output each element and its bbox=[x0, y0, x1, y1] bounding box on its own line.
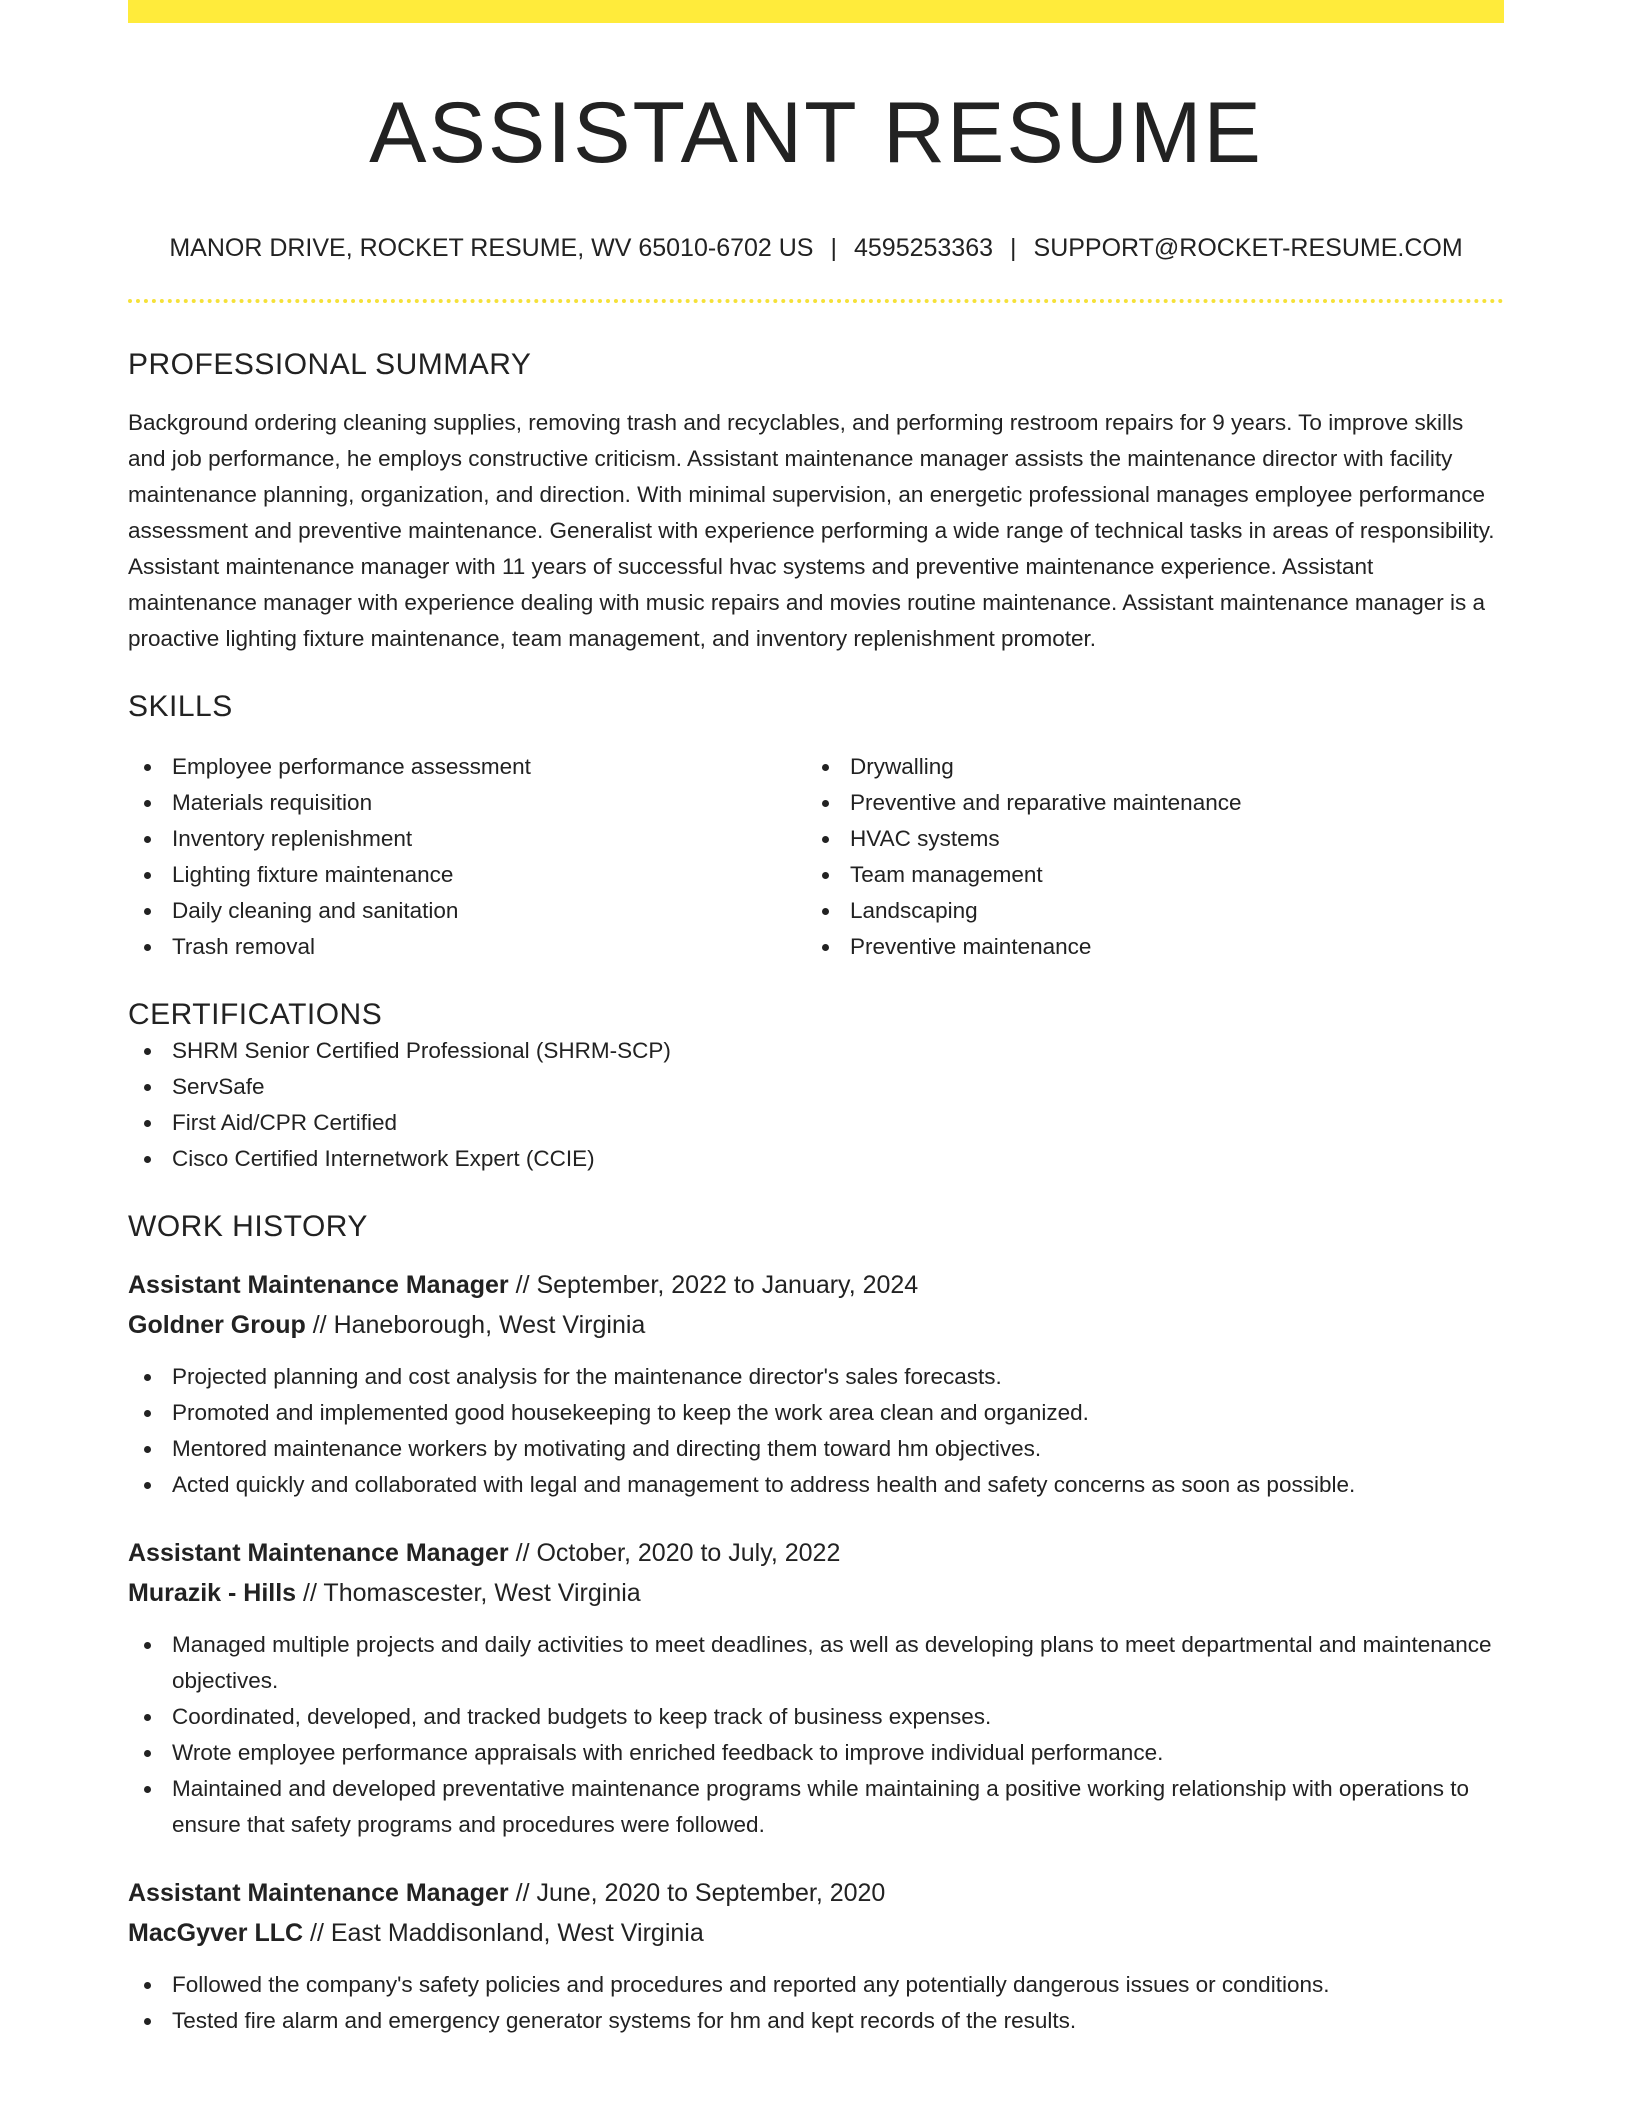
skill-item: Team management bbox=[806, 857, 1484, 893]
certifications-list bbox=[128, 1033, 1504, 1177]
job-entry bbox=[128, 1533, 1504, 1843]
job-bullet: Maintained and developed preventative maintenance programs while maintaining a positive working relationship with operations to ensure that safety programs and procedures were followed. bbox=[128, 1771, 1504, 1843]
job-dates: // October, 2020 to July, 2022 bbox=[508, 1539, 841, 1567]
certification-item: Cisco Certified Internetwork Expert (CCIE) bbox=[128, 1141, 1504, 1177]
skills-list-right bbox=[806, 749, 1484, 965]
skill-item: Daily cleaning and sanitation bbox=[128, 893, 806, 929]
skill-item: Lighting fixture maintenance bbox=[128, 857, 806, 893]
skill-item: Employee performance assessment bbox=[128, 749, 806, 785]
contact-email: SUPPORT@ROCKET-RESUME.COM bbox=[1033, 234, 1463, 262]
job-title-line bbox=[128, 1873, 1504, 1913]
certification-item: SHRM Senior Certified Professional (SHRM-SCP) bbox=[128, 1033, 1504, 1069]
contact-phone: 4595253363 bbox=[853, 234, 994, 262]
certification-item: ServSafe bbox=[128, 1069, 1504, 1105]
skill-item: Preventive and reparative maintenance bbox=[806, 785, 1484, 821]
job-dates: // September, 2022 to January, 2024 bbox=[508, 1271, 919, 1299]
skill-item: Materials requisition bbox=[128, 785, 806, 821]
contact-line bbox=[128, 233, 1504, 263]
skills-columns bbox=[128, 749, 1504, 965]
job-bullet: Mentored maintenance workers by motivating and directing them toward hm objectives. bbox=[128, 1431, 1504, 1467]
section-title-work-history: WORK HISTORY bbox=[128, 1210, 368, 1243]
job-bullet: Followed the company's safety policies and procedures and reported any potentially dangerous issues or conditions. bbox=[128, 1967, 1504, 2003]
job-title-line bbox=[128, 1533, 1504, 1573]
job-bullet: Projected planning and cost analysis for the maintenance director's sales forecasts. bbox=[128, 1359, 1504, 1395]
contact-separator: | bbox=[830, 234, 837, 262]
job-location: // Thomascester, West Virginia bbox=[296, 1579, 641, 1607]
section-title-skills: SKILLS bbox=[128, 690, 233, 723]
skill-item: Trash removal bbox=[128, 929, 806, 965]
section-title-summary: PROFESSIONAL SUMMARY bbox=[128, 348, 532, 381]
job-entry bbox=[128, 1873, 1504, 2039]
job-company-line bbox=[128, 1305, 1504, 1345]
job-bullet: Coordinated, developed, and tracked budgets to keep track of business expenses. bbox=[128, 1699, 1504, 1735]
contact-address: MANOR DRIVE, ROCKET RESUME, WV 65010-6702 US bbox=[169, 234, 814, 262]
job-entry bbox=[128, 1265, 1504, 1503]
section-title-certifications: CERTIFICATIONS bbox=[128, 998, 383, 1031]
job-company: Murazik - Hills bbox=[128, 1579, 297, 1607]
job-title: Assistant Maintenance Manager bbox=[128, 1539, 509, 1567]
job-title: Assistant Maintenance Manager bbox=[128, 1271, 509, 1299]
summary-text: Background ordering cleaning supplies, removing trash and recyclables, and performing restroom repairs for 9 years. To improve skills and job performance, he employs constructive criticism. Assistant maintenance manager assists the maintenance director with facility maintenance planning, organization, and direction. With minimal supervision, an energetic professional manages employee performance assessment and preventive maintenance. Generalist with experience performing a wide range of technical tasks in areas of responsibility. Assistant maintenance manager with 11 years of successful hvac systems and preventive maintenance experience. Assistant maintenance manager with experience dealing with music repairs and movies routine maintenance. Assistant maintenance manager is a proactive lighting fixture maintenance, team management, and inventory replenishment promoter. bbox=[128, 410, 1495, 651]
job-location: // Haneborough, West Virginia bbox=[305, 1311, 646, 1339]
job-bullets bbox=[128, 1627, 1504, 1843]
skill-item: Drywalling bbox=[806, 749, 1484, 785]
job-bullet: Promoted and implemented good housekeeping to keep the work area clean and organized. bbox=[128, 1395, 1504, 1431]
resume-page bbox=[128, 0, 1504, 2039]
skill-item: HVAC systems bbox=[806, 821, 1484, 857]
skills-list-left bbox=[128, 749, 806, 965]
job-company: Goldner Group bbox=[128, 1311, 306, 1339]
skill-item: Inventory replenishment bbox=[128, 821, 806, 857]
job-bullets bbox=[128, 1359, 1504, 1503]
job-title: Assistant Maintenance Manager bbox=[128, 1879, 509, 1907]
skill-item: Landscaping bbox=[806, 893, 1484, 929]
header-divider bbox=[128, 299, 1504, 303]
job-company-line bbox=[128, 1913, 1504, 1953]
resume-name: ASSISTANT RESUME bbox=[369, 85, 1263, 181]
job-bullet: Tested fire alarm and emergency generator systems for hm and kept records of the results. bbox=[128, 2003, 1504, 2039]
job-bullet: Wrote employee performance appraisals with enriched feedback to improve individual performance. bbox=[128, 1735, 1504, 1771]
certification-item: First Aid/CPR Certified bbox=[128, 1105, 1504, 1141]
job-title-line bbox=[128, 1265, 1504, 1305]
contact-separator: | bbox=[1010, 234, 1017, 262]
skill-item: Preventive maintenance bbox=[806, 929, 1484, 965]
job-bullet: Managed multiple projects and daily activities to meet deadlines, as well as developing plans to meet departmental and maintenance objectives. bbox=[128, 1627, 1504, 1699]
job-dates: // June, 2020 to September, 2020 bbox=[508, 1879, 886, 1907]
job-location: // East Maddisonland, West Virginia bbox=[303, 1919, 704, 1947]
job-bullets bbox=[128, 1967, 1504, 2039]
job-company-line bbox=[128, 1573, 1504, 1613]
job-bullet: Acted quickly and collaborated with legal and management to address health and safety concerns as soon as possible. bbox=[128, 1467, 1504, 1503]
accent-bar bbox=[128, 0, 1504, 23]
job-company: MacGyver LLC bbox=[128, 1919, 304, 1947]
